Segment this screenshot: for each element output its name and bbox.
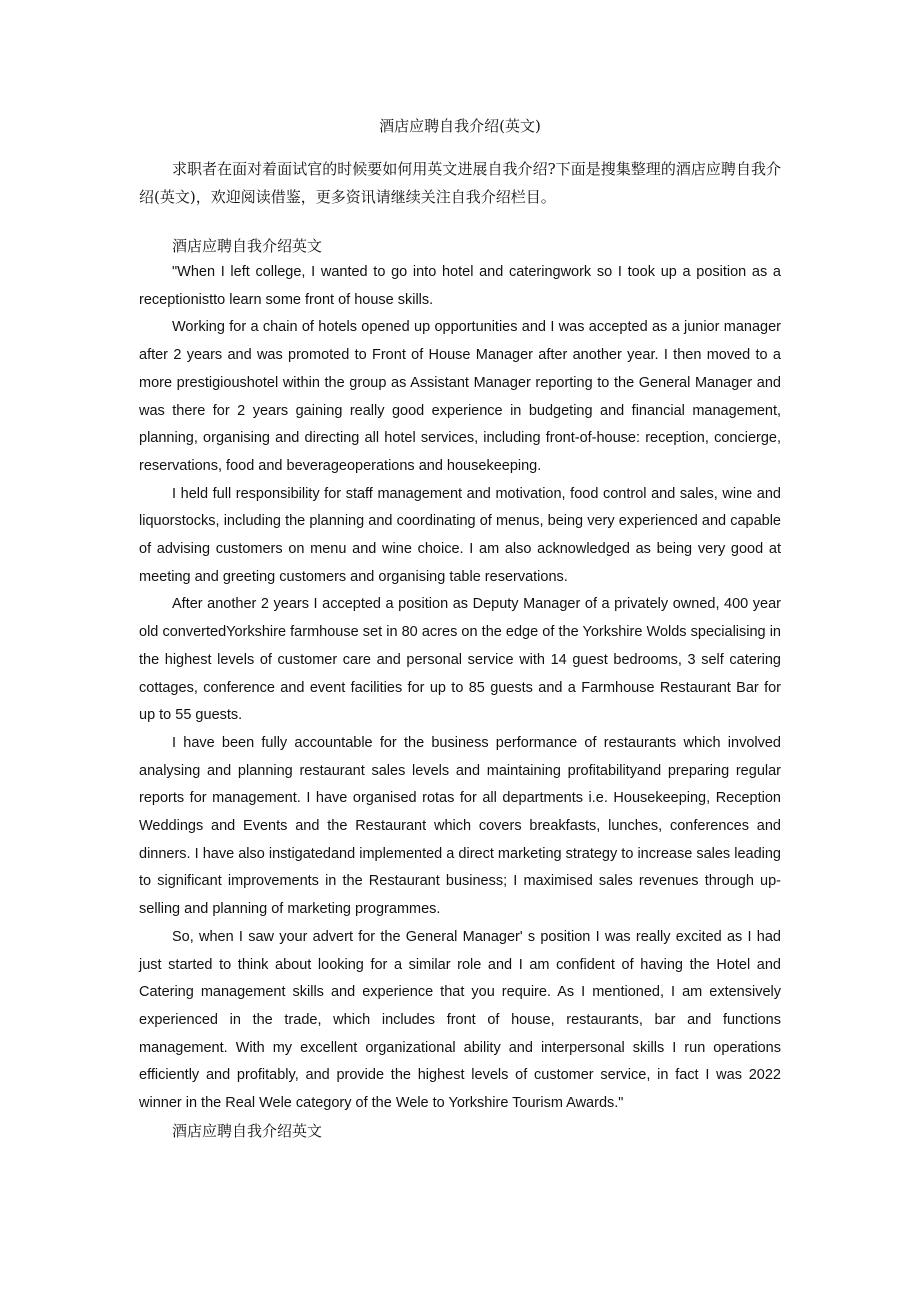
section-heading: 酒店应聘自我介绍英文 (172, 237, 323, 255)
body-paragraph: I have been fully accountable for the business performance of restaurants which involved analysing and planning restaurant sales levels and maintaining profitabilityand preparing regular reports for management. I have organised rotas for all departments i.e. Housekeeping, Reception Weddings and Events and the Restaurant which covers breakfasts, lunches, conferences and dinners. I have also instigatedand implemented a direct marketing strategy to increase sales leading to significant improvements in the Restaurant business; I maximised sales revenues through up-selling and planning of marketing programmes. (139, 734, 781, 918)
document-title: 酒店应聘自我介绍(英文) (379, 117, 541, 135)
section-heading: 酒店应聘自我介绍英文 (172, 1121, 323, 1140)
body-paragraph: So, when I saw your advert for the General Manager' s position I was really excited as I had just started to think about looking for a similar role and I am confident of having the Hotel and Catering management skills and experience that you require. As I mentioned, I am extensively experienced in the trade, which includes front of house, restaurants, bar and functions management. With my excellent organizational ability and interpersonal skills I run operations efficiently and profitably, and provide the highest levels of customer service, in fact I was 2022 winner in the Real Wele category of the Wele to Yorkshire Tourism Awards." (139, 928, 781, 1112)
body-paragraph: "When I left college, I wanted to go into hotel and cateringwork so I took up a position as a receptionistto learn some front of house skills. (139, 264, 781, 308)
document-page (139, 113, 781, 1144)
intro-paragraph: 求职者在面对着面试官的时候要如何用英文进展自我介绍?下面是搜集整理的酒店应聘自我介绍(英文)，欢迎阅读借鉴，更多资讯请继续关注自我介绍栏目。 (139, 160, 781, 206)
spacer (139, 211, 781, 233)
body-paragraph: Working for a chain of hotels opened up opportunities and I was accepted as a junior manager after 2 years and was promoted to Front of House Manager after another year. I then moved to a more prestigioushotel within the group as Assistant Manager reporting to the General Manager and was there for 2 years gaining really good experience in budgeting and financial management, planning, organising and directing all hotel services, including front-of-house: reception, concierge, reservations, food and beverageoperations and housekeeping. (139, 319, 781, 474)
body-paragraph: I held full responsibility for staff management and motivation, food control and sales, wine and liquorstocks, including the planning and coordinating of menus, being very experienced and capable of advising customers on menu and wine choice. I am also acknowledged as being very good at meeting and greeting customers and organising table reservations. (139, 485, 781, 585)
body-paragraph: After another 2 years I accepted a position as Deputy Manager of a privately owned, 400 year old convertedYorkshire farmhouse set in 80 acres on the edge of the Yorkshire Wolds specialising in the highest levels of customer care and personal service with 14 guest bedrooms, 3 self catering cottages, conference and event facilities for up to 85 guests and a Farmhouse Restaurant Bar for up to 55 guests. (139, 596, 781, 724)
